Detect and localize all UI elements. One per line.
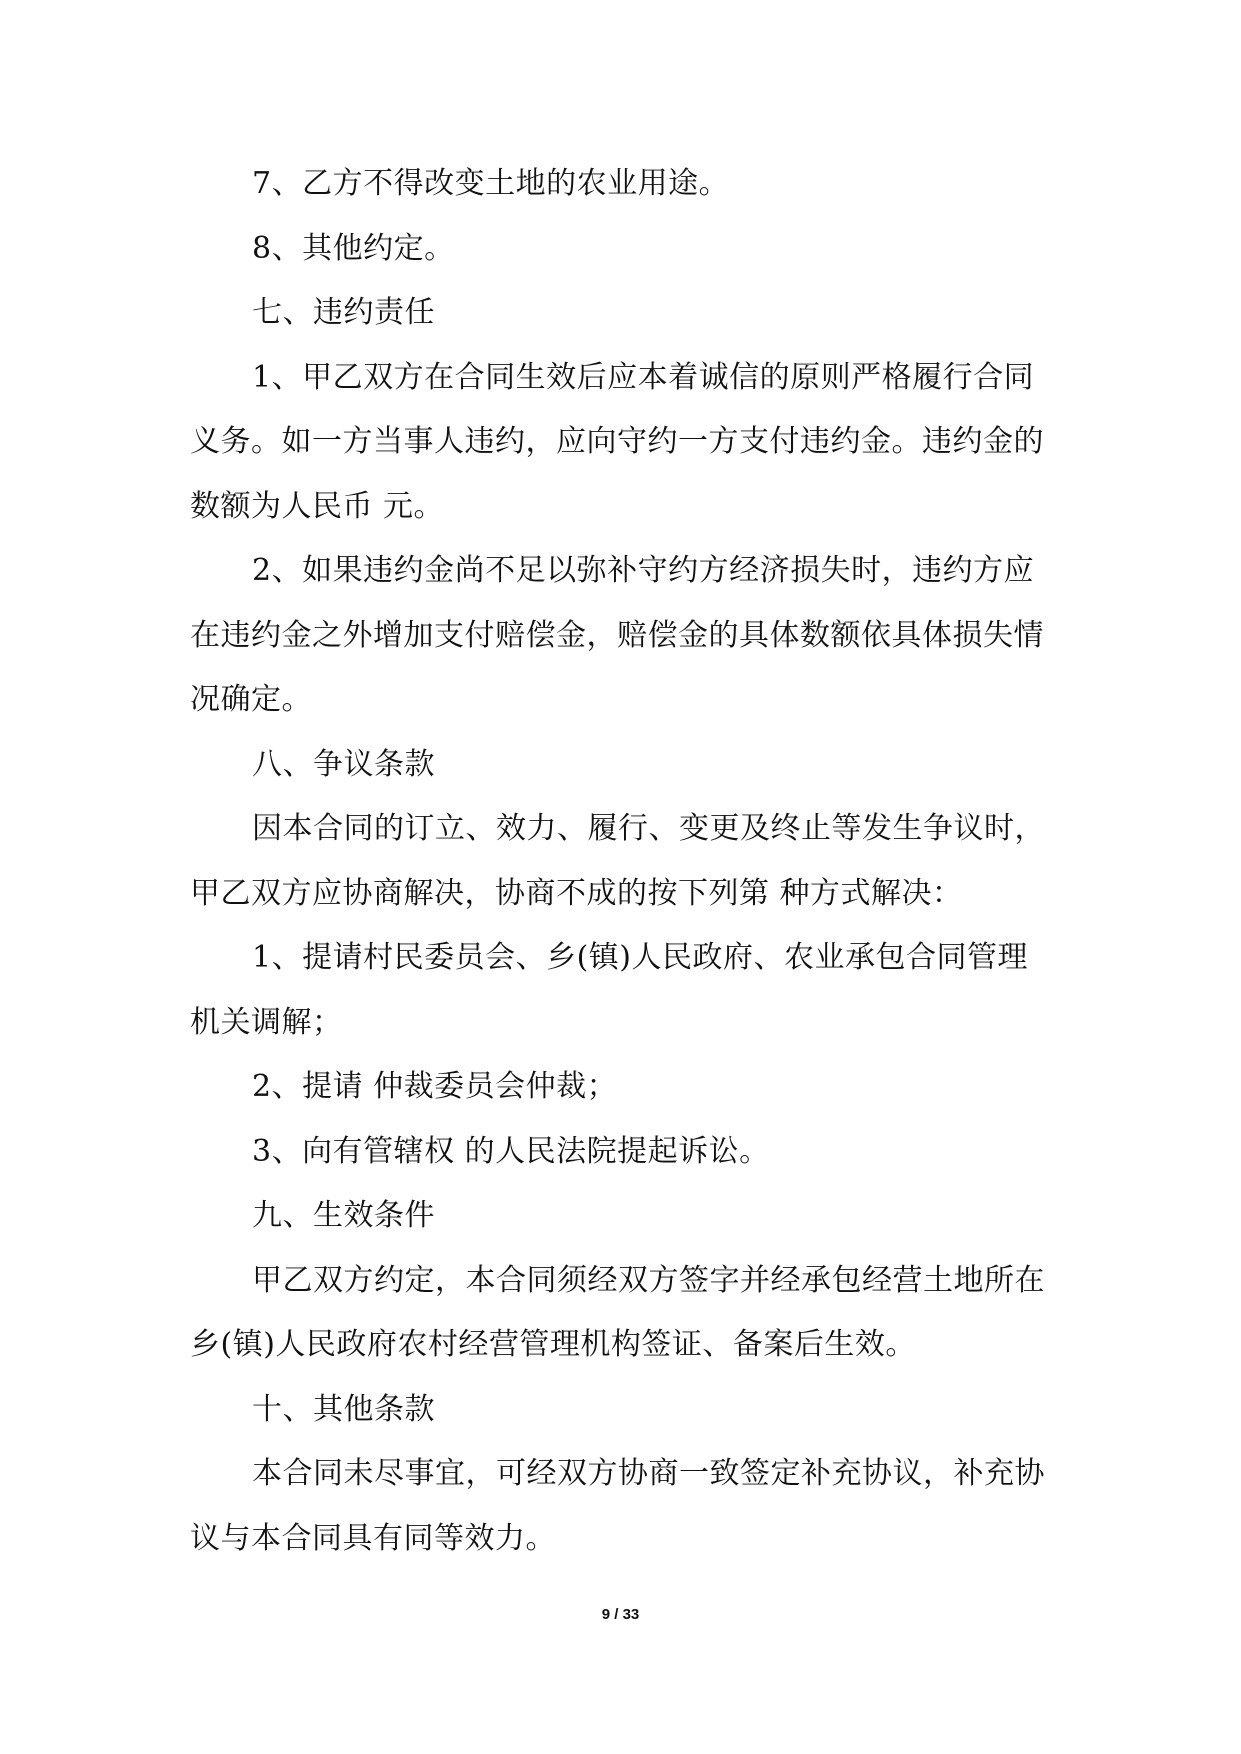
page-number: 9 / 33 (601, 1606, 640, 1623)
dispute-intro-line-1: 因本合同的订立、效力、履行、变更及终止等发生争议时， (252, 811, 1045, 846)
section-10-heading: 十、其他条款 (252, 1391, 435, 1427)
dispute-option-2: 2、提请 仲裁委员会仲裁； (252, 1069, 618, 1104)
breach-clause-1-line-2: 义务。如一方当事人违约，应向守约一方支付违约金。违约金的 (190, 424, 1044, 459)
breach-clause-1-line-3: 数额为人民币 元。 (190, 488, 445, 524)
breach-clause-1-line-1: 1、甲乙双方在合同生效后应本着诚信的原则严格履行合同 (252, 359, 1035, 395)
other-clause-line-1: 本合同未尽事宜，可经双方协商一致签定补充协议，补充协 (252, 1456, 1045, 1491)
breach-clause-2-line-3: 况确定。 (190, 682, 312, 717)
effect-clause-line-2: 乡(镇)人民政府农村经营管理机构签证、备案后生效。 (190, 1327, 916, 1362)
section-7-heading: 七、违约责任 (252, 295, 435, 330)
dispute-option-1-line-1: 1、提请村民委员会、乡(镇)人民政府、农业承包合同管理 (252, 940, 1028, 975)
breach-clause-2-line-2: 在违约金之外增加支付赔偿金，赔偿金的具体数额依具体损失情 (190, 617, 1044, 653)
clause-8-other: 8、其他约定。 (252, 230, 455, 266)
other-clause-line-2: 议与本合同具有同等效力。 (190, 1520, 556, 1556)
dispute-intro-line-2: 甲乙双方应协商解决，协商不成的按下列第 种方式解决： (190, 875, 963, 911)
document-body (190, 152, 1058, 1571)
breach-clause-2-line-1: 2、如果违约金尚不足以弥补守约方经济损失时，违约方应 (252, 553, 1035, 588)
dispute-option-1-line-2: 机关调解； (190, 1004, 343, 1040)
section-8-heading: 八、争议条款 (252, 746, 435, 782)
dispute-option-3: 3、向有管辖权 的人民法院提起诉讼。 (252, 1133, 770, 1169)
effect-clause-line-1: 甲乙双方约定，本合同须经双方签字并经承包经营土地所在 (252, 1262, 1045, 1298)
clause-7-land-use: 7、乙方不得改变土地的农业用途。 (252, 166, 730, 201)
section-9-heading: 九、生效条件 (252, 1198, 435, 1233)
